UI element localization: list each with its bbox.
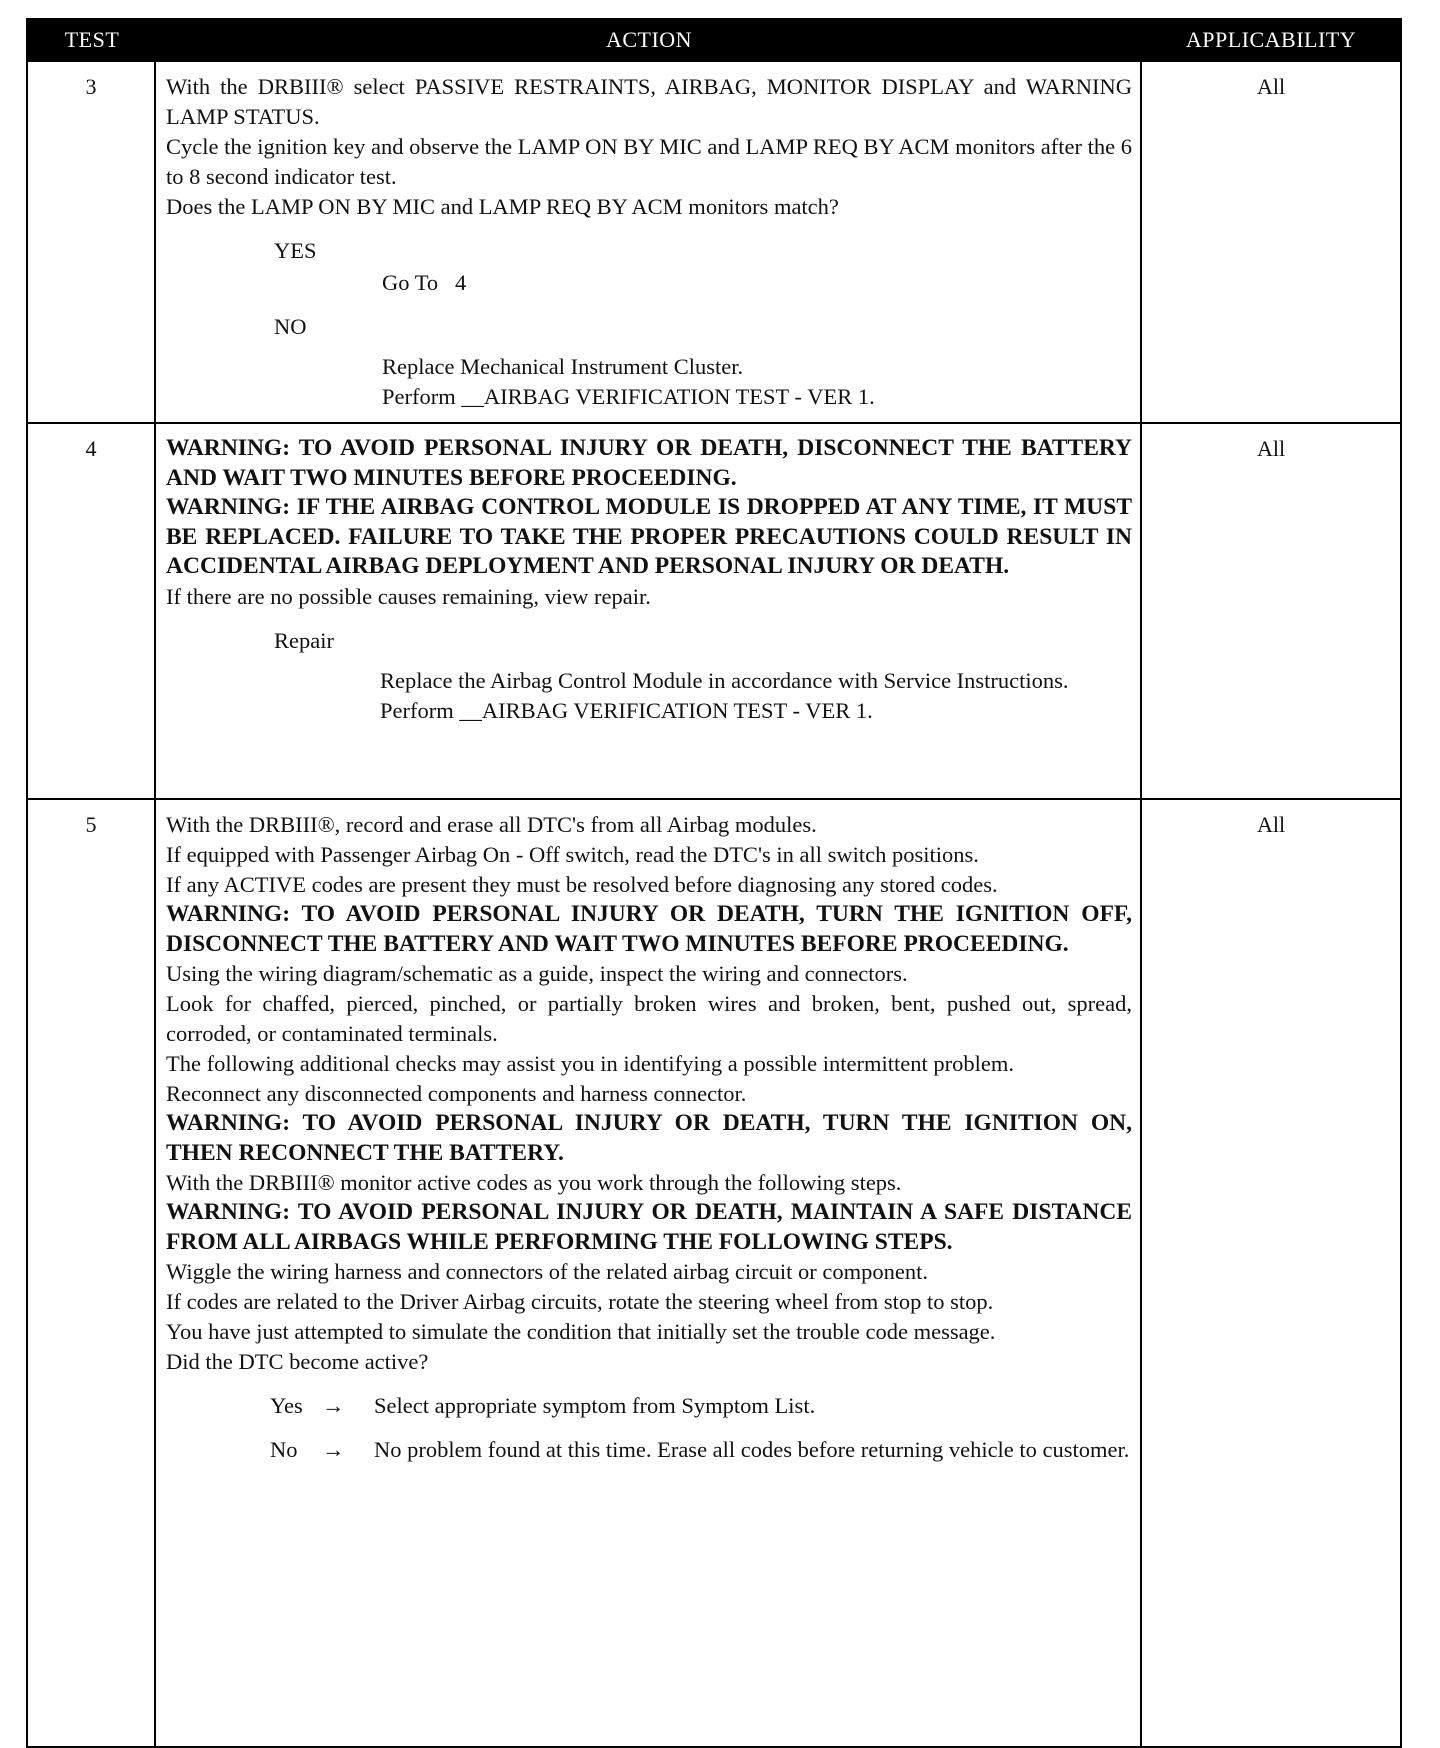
table-row	[28, 798, 1400, 1746]
table-row	[28, 422, 1400, 798]
no-label: No	[270, 1437, 298, 1462]
warning-text: WARNING: TO AVOID PERSONAL INJURY OR DEATH, TURN THE IGNITION OFF, DISCONNECT THE BATTERY AND WAIT TWO MINUTES BEFORE PROCEEDING.	[166, 901, 1132, 957]
action-text: With the DRBIII®, record and erase all DTC's from all Airbag modules.	[166, 812, 817, 837]
applicability: All	[1256, 74, 1286, 99]
action-text: With the DRBIII® monitor active codes as you work through the following steps.	[166, 1170, 902, 1195]
yes-label: Yes	[270, 1393, 303, 1418]
action-text: Cycle the ignition key and observe the LAMP ON BY MIC and LAMP REQ BY ACM monitors after the 6 to 8 second indicator test.	[166, 134, 1132, 189]
action-cell	[156, 424, 1142, 798]
applicability: All	[1256, 812, 1286, 837]
action-text: If any ACTIVE codes are present they must be resolved before diagnosing any stored codes.	[166, 872, 998, 897]
action-text: Reconnect any disconnected components and harness connector.	[166, 1081, 747, 1106]
repair-result: Replace the Airbag Control Module in accordance with Service Instructions.	[380, 667, 1069, 693]
warning-text: WARNING: IF THE AIRBAG CONTROL MODULE IS DROPPED AT ANY TIME, IT MUST BE REPLACED. FAILURE TO TAKE THE PROPER PRECAUTIONS COULD RESULT IN ACCIDENTAL AIRBAG DEPLOYMENT AND PERSONAL INJURY OR DEATH.	[166, 494, 1132, 579]
test-number: 3	[28, 62, 156, 422]
applicability: All	[1256, 436, 1286, 461]
action-text: Look for chaffed, pierced, pinched, or partially broken wires and broken, bent, pushed out, spread, corroded, or contaminated terminals.	[166, 991, 1132, 1046]
warning-text: WARNING: TO AVOID PERSONAL INJURY OR DEATH, DISCONNECT THE BATTERY AND WAIT TWO MINUTES BEFORE PROCEEDING.	[166, 435, 1132, 491]
no-branch	[270, 1435, 1132, 1465]
action-text: If codes are related to the Driver Airbag circuits, rotate the steering wheel from stop to stop.	[166, 1289, 994, 1314]
arrow-right-icon: →	[322, 1393, 345, 1418]
yes-branch	[270, 1391, 1132, 1421]
warning-text: WARNING: TO AVOID PERSONAL INJURY OR DEATH, TURN THE IGNITION ON, THEN RECONNECT THE BATTERY.	[166, 1110, 1132, 1166]
action-text: Using the wiring diagram/schematic as a guide, inspect the wiring and connectors.	[166, 961, 908, 986]
header-applicability: APPLICABILITY	[1185, 27, 1357, 52]
action-text: Does the LAMP ON BY MIC and LAMP REQ BY ACM monitors match?	[166, 194, 839, 219]
action-text: You have just attempted to simulate the condition that initially set the trouble code message.	[166, 1319, 996, 1344]
action-text: The following additional checks may assist you in identifying a possible intermittent problem.	[166, 1051, 1014, 1076]
table-header	[28, 20, 1400, 60]
action-text: Did the DTC become active?	[166, 1349, 429, 1374]
table-row	[28, 60, 1400, 422]
header-test: TEST	[64, 27, 120, 52]
header-action: ACTION	[605, 27, 693, 52]
test-table	[26, 18, 1402, 1748]
test-number: 4	[28, 424, 156, 798]
yes-label: YES	[274, 238, 317, 263]
action-cell	[156, 800, 1142, 1746]
no-label: NO	[274, 314, 307, 339]
no-result: Replace Mechanical Instrument Cluster.	[382, 354, 744, 379]
yes-result: Select appropriate symptom from Symptom List.	[374, 1393, 816, 1418]
arrow-right-icon: →	[322, 1437, 345, 1462]
action-text: If there are no possible causes remaining, view repair.	[166, 583, 651, 609]
no-result: No problem found at this time. Erase all codes before returning vehicle to customer.	[374, 1437, 1130, 1462]
action-text: If equipped with Passenger Airbag On - Off switch, read the DTC's in all switch positions.	[166, 842, 979, 867]
warning-text: WARNING: TO AVOID PERSONAL INJURY OR DEATH, MAINTAIN A SAFE DISTANCE FROM ALL AIRBAGS WHILE PERFORMING THE FOLLOWING STEPS.	[166, 1199, 1132, 1255]
action-cell	[156, 62, 1142, 422]
repair-result: Perform __AIRBAG VERIFICATION TEST - VER 1.	[380, 697, 873, 723]
repair-label: Repair	[274, 627, 334, 653]
action-text: Wiggle the wiring harness and connectors of the related airbag circuit or component.	[166, 1259, 928, 1284]
test-number: 5	[28, 800, 156, 1746]
no-result: Perform __AIRBAG VERIFICATION TEST - VER 1.	[382, 384, 875, 409]
yes-result: Go To 4	[382, 270, 467, 295]
action-text: With the DRBIII® select PASSIVE RESTRAINTS, AIRBAG, MONITOR DISPLAY and WARNING LAMP STATUS.	[166, 74, 1132, 129]
